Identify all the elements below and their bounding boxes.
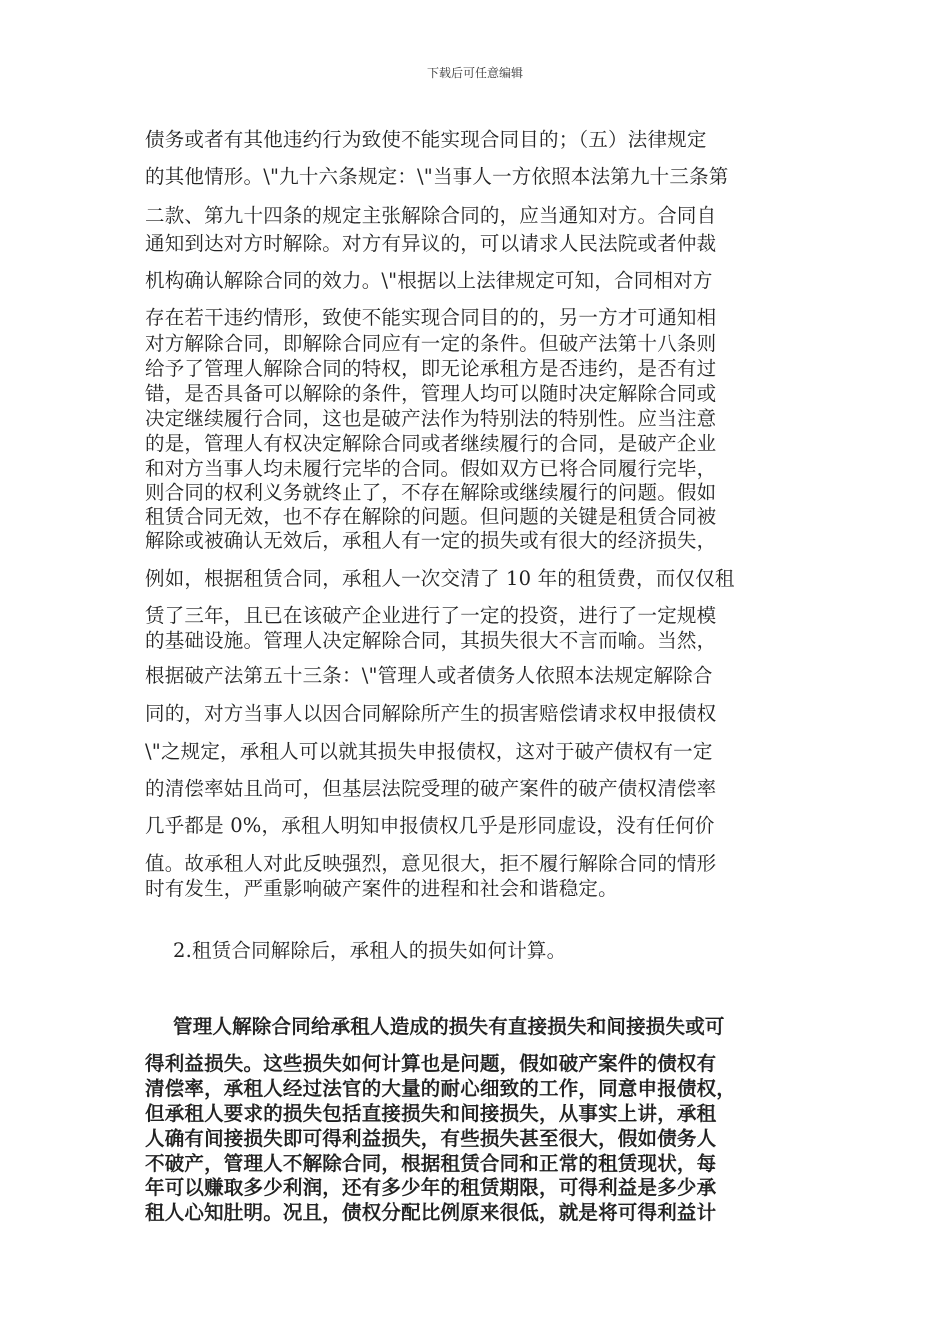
bold-line: 但承租人要求的损失包括直接损失和间接损失，从事实上讲，承租: [145, 1102, 717, 1125]
body-line: 值。故承租人对此反映强烈，意见很大，拒不履行解除合同的情形: [145, 852, 717, 875]
body-line: 的是，管理人有权决定解除合同或者继续履行的合同，是破产企业: [145, 432, 717, 455]
bold-line: 清偿率，承租人经过法官的大量的耐心细致的工作，同意申报债权，: [145, 1077, 737, 1100]
bold-line: 不破产，管理人不解除合同，根据租赁合同和正常的租赁现状，每: [145, 1152, 717, 1175]
bold-line: 管理人解除合同给承租人造成的损失有直接损失和间接损失或可: [173, 1015, 725, 1038]
page-header: 下载后可任意编辑: [426, 66, 523, 80]
body-line: 和对方当事人均未履行完毕的合同。假如双方已将合同履行完毕，: [145, 457, 717, 480]
bold-line: 人确有间接损失即可得利益损失，有些损失甚至很大，假如债务人: [145, 1127, 717, 1150]
body-line: 时有发生，严重影响破产案件的进程和社会和谐稳定。: [145, 877, 618, 900]
body-line: 例如，根据租赁合同，承租人一次交清了 10 年的租赁费，而仅仅租: [145, 567, 735, 590]
bold-line: 租人心知肚明。况且，债权分配比例原来很低，就是将可得利益计: [145, 1201, 717, 1224]
body-line: 对方解除合同，即解除合同应有一定的条件。但破产法第十八条则: [145, 332, 717, 355]
body-line: 则合同的权利义务就终止了，不存在解除或继续履行的问题。假如: [145, 481, 717, 504]
body-line: 存在若干违约情形，致使不能实现合同目的的，另一方才可通知相: [145, 306, 717, 329]
body-line: 二款、第九十四条的规定主张解除合同的，应当通知对方。合同自: [145, 204, 717, 227]
body-line: 赁了三年，且已在该破产企业进行了一定的投资，进行了一定规模: [145, 604, 717, 627]
bold-line: 年可以赚取多少利润，还有多少年的租赁期限，可得利益是多少承: [145, 1176, 717, 1199]
body-line: 的基础设施。管理人决定解除合同，其损失很大不言而喻。当然，: [145, 629, 717, 652]
body-line: 解除或被确认无效后，承租人有一定的损失或有很大的经济损失，: [145, 529, 717, 552]
section-heading: 2.租赁合同解除后，承租人的损失如何计算。: [173, 939, 567, 962]
body-line: \"之规定，承租人可以就其损失申报债权，这对于破产债权有一定: [145, 740, 713, 763]
body-line: 的清偿率姑且尚可，但基层法院受理的破产案件的破产债权清偿率: [145, 777, 717, 800]
body-line: 几乎都是 0%，承租人明知申报债权几乎是形同虚设，没有任何价: [145, 814, 715, 837]
body-line: 给予了管理人解除合同的特权，即无论承租方是否违约，是否有过: [145, 357, 717, 380]
body-line: 通知到达对方时解除。对方有异议的，可以请求人民法院或者仲裁: [145, 232, 717, 255]
body-line: 的其他情形。\"九十六条规定：\"当事人一方依照本法第九十三条第: [145, 165, 729, 188]
body-line: 机构确认解除合同的效力。\"根据以上法律规定可知，合同相对方: [145, 269, 713, 292]
body-line: 同的，对方当事人以因合同解除所产生的损害赔偿请求权申报债权: [145, 702, 717, 725]
body-line: 决定继续履行合同，这也是破产法作为特别法的特别性。应当注意: [145, 407, 717, 430]
body-line: 债务或者有其他违约行为致使不能实现合同目的；（五）法律规定: [145, 128, 707, 151]
bold-line: 得利益损失。这些损失如何计算也是问题，假如破产案件的债权有: [145, 1052, 717, 1075]
body-line: 租赁合同无效，也不存在解除的问题。但问题的关键是租赁合同被: [145, 505, 717, 528]
body-line: 根据破产法第五十三条：\"管理人或者债务人依照本法规定解除合: [145, 664, 713, 687]
body-line: 错，是否具备可以解除的条件，管理人均可以随时决定解除合同或: [145, 382, 717, 405]
